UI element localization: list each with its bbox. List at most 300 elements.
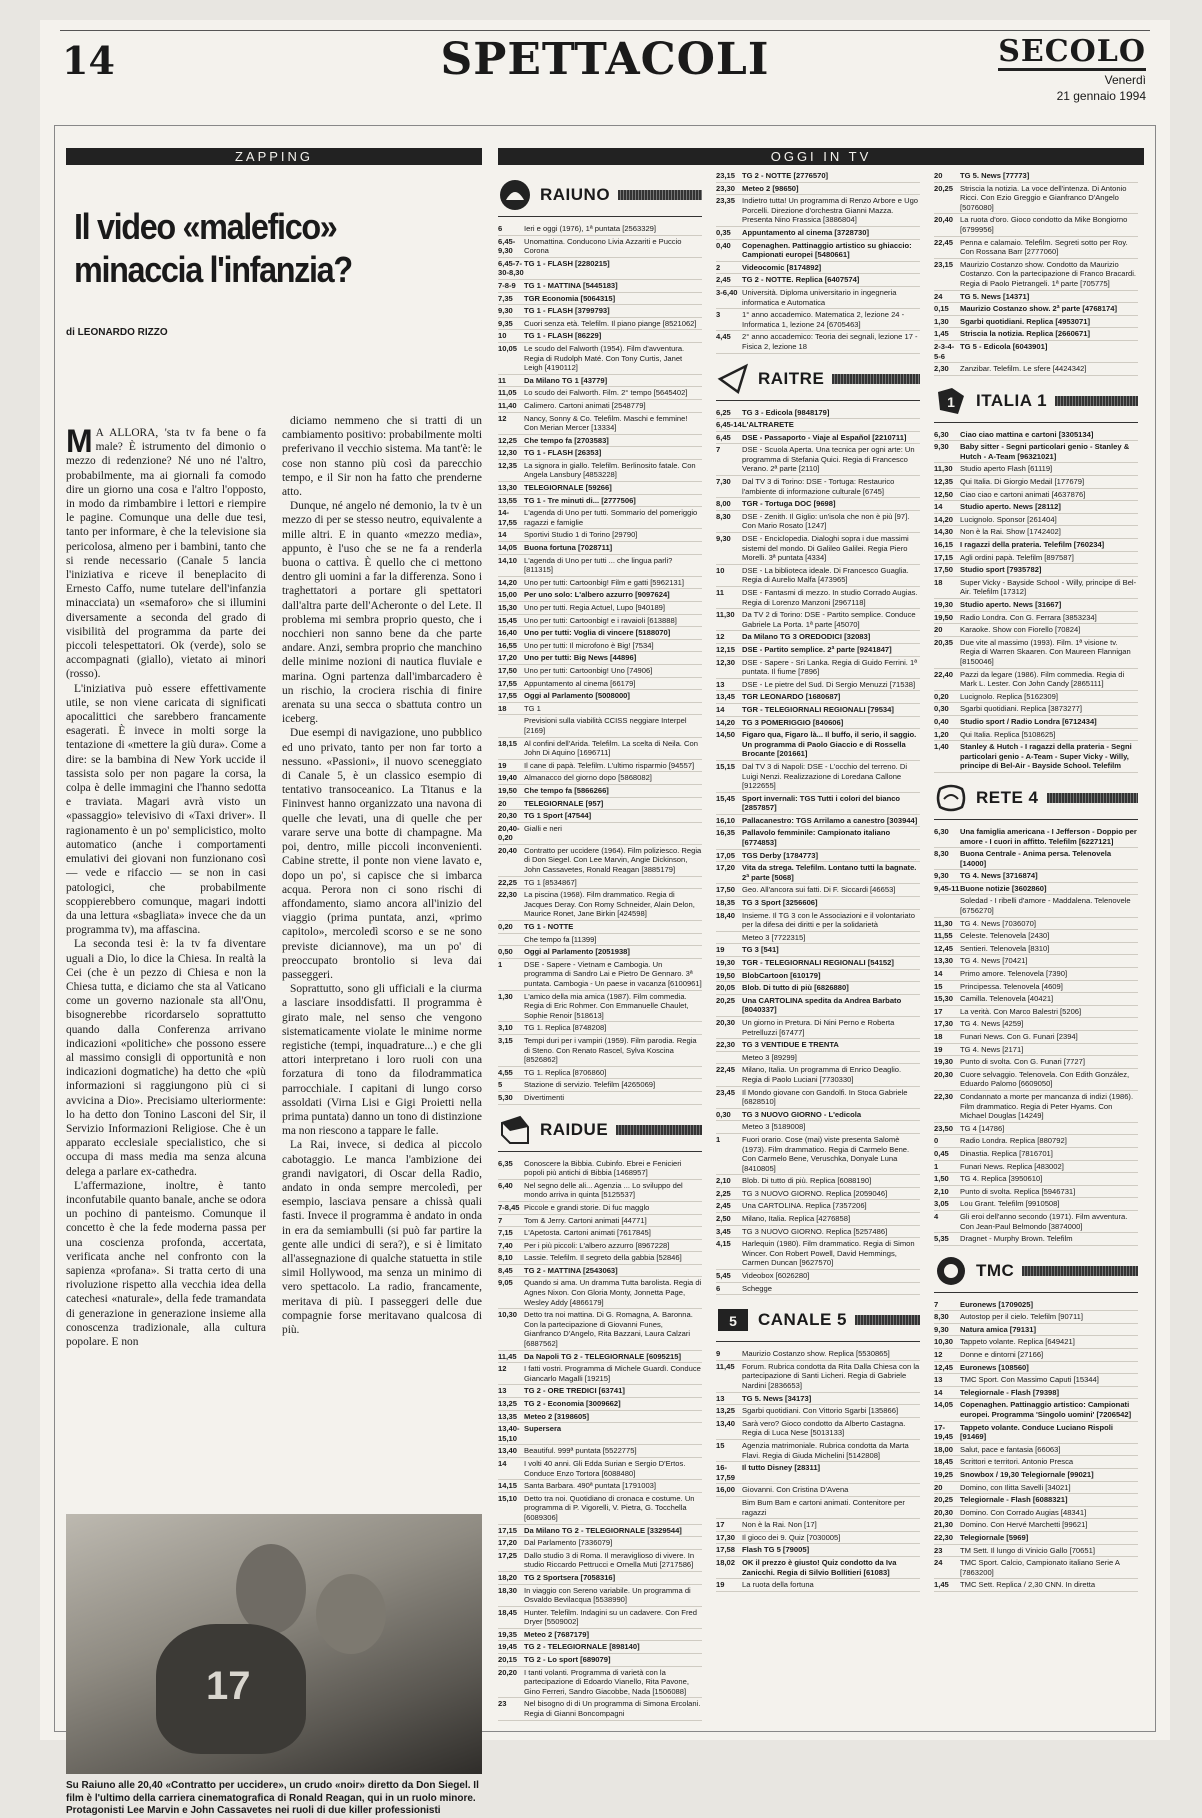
listing-program: TG 1 - FLASH [86229] [524,331,602,341]
listing-program: Uno per tutti: Cartoonbig! Uno [74906] [524,665,653,675]
listing-program: Dal TV 3 di Napoli: DSE - L'occhio del terreno. Di Luigi Nenzi. Realizzazione di Loredana Callone [9122655] [742,761,908,791]
listing-time: 20,35 [934,637,954,647]
listing-program: Da Milano TG 1 [43779] [524,375,608,385]
listing-time: 8,30 [716,511,731,521]
listing-program: Tom & Jerry. Cartoni animati [44771] [524,1215,647,1225]
listing-program: L'amico della mia amica (1987). Film commedia. Regia di Eric Rohmer. Con Emmanuelle Chaulet, Sophie Renoir [518613] [524,991,689,1020]
listing-row [716,862,920,884]
listing-time: 22,30 [498,890,518,900]
listing-row [716,944,920,957]
listing-row [498,652,702,665]
listing-time: 9,30 [498,306,513,316]
listing-program: TG 1 - Tre minuti di... [2777506] [524,495,636,505]
listing-time: 17,50 [716,885,736,895]
listing-program: DSE - Le pietre del Sud. Di Sergio Menuzzi [71538] [742,679,916,689]
listing-time: 19 [716,945,725,955]
listing-row [716,1109,920,1122]
listing-program: La ruota della fortuna [742,1580,814,1590]
listing-time: 18,30 [498,1585,518,1595]
listing-program: Scrittori e territori. Antonio Presca [960,1457,1074,1467]
listing-row [716,227,920,240]
listing-program: Sportivi Studio 1 di Torino [29790] [524,530,638,540]
listing-program: Zanzibar. Telefilm. Le sfere [4424342] [960,364,1087,374]
listing-row [716,815,920,828]
listing-time: 0,30 [934,704,949,714]
listing-program: I ragazzi della prateria. Telefilm [760234] [960,540,1105,550]
listing-time: 20,40 [498,845,518,855]
listing-time: 17,05 [716,850,736,860]
listing-time: 14,05 [934,1400,954,1410]
listing-time: 10,30 [498,1310,518,1320]
listing-program: Santa Barbara. 490ª puntata [1791003] [524,1481,657,1491]
listing-program: Geo. All'ancora sui fatti. Di F. Siccardi [46653] [742,885,896,895]
listing-time: 0,40 [934,716,949,726]
listing-time: 13,55 [498,495,518,505]
listing-program: Non è la Rai. Show [1742402] [960,527,1061,537]
channel-stripe [616,1125,702,1135]
listing-time: 5,30 [498,1092,513,1102]
svg-text:5: 5 [729,1313,737,1330]
listing-row [934,1044,1138,1057]
listing-time [498,935,524,945]
listing-time: 19 [498,760,507,770]
listing-row [498,1277,702,1309]
listing-row [716,1393,920,1406]
listing-time: 15 [716,1440,725,1450]
listing-program: Studio aperto. News [31667] [960,600,1062,609]
listing-time: 2,25 [716,1188,731,1198]
headline-line-2: minaccia l'infanzia? [74,249,352,291]
listing-program: Condannato a morte per mancanza di indizi (1986). Film drammatico. Regia di Peter Hyams. Con Michael Douglas [14249] [960,1091,1134,1121]
listing-row [716,761,920,793]
listing-row [934,1069,1138,1091]
listing-program: Lucignolo. Replica [5162309] [960,691,1058,701]
listing-program: DSE - Sapere - Sri Lanka. Regia di Guido Ferrini. 1ª puntata. Il fiume [7896] [742,657,918,677]
listing-time: 14,20 [934,514,954,524]
listing-row [498,678,702,691]
listing-time: 9,05 [498,1278,513,1288]
article-paragraph: L'affermazione, inoltre, è tanto inconfutabile quanto banale, anche se odora un pochino di panteismo. Comunque il concetto è che la fede moderna passa per una coscienza profonda, accertata, verificata anche nel confronto con la sapienza «profana». Si tratta certo di una rivoluzione rispetto alla vecchia idea della catechesi «naturale», della fede tramandata di generazione in generazione insieme alla conoscenza tradizionale, alla cultura popolare. E non [66,1179,266,1348]
listing-program: Tappeto volante. Conduce Luciano Rispoli [91469] [960,1422,1114,1442]
listing-row [934,316,1138,329]
listing-program: OK il prezzo è giusto! Quiz condotto da Iva Zanicchi. Regia di Silvio Bollitieri [61083] [742,1557,897,1577]
listing-row [498,760,702,773]
listing-row [934,1173,1138,1186]
listing-row [498,627,702,640]
listing-row [716,240,920,262]
listing-time [716,933,742,943]
listing-time: 13,40 [498,1446,518,1456]
channel-name: RAITRE [758,368,825,388]
listing-row [498,236,702,258]
article-photo [66,1514,482,1774]
listing-program: Donne e dintorni [27166] [960,1350,1044,1360]
listing-program: Oggi al Parlamento [2051938] [524,947,630,957]
listing-row [934,1456,1138,1469]
listing-time: 8,30 [934,849,949,859]
listing-row [716,309,920,331]
listing-row [716,1440,920,1462]
listing-time: 20 [498,798,507,808]
headline-line-1: Il video «malefico» [74,206,337,247]
listing-row [498,1240,702,1253]
listing-time: 13,40-15,10 [498,1424,520,1443]
listing-row [498,1309,702,1350]
listing-program: Punto di svolta. Replica [5946731] [960,1186,1076,1196]
listing-row [716,850,920,863]
listing-time: 6,30 [934,429,949,439]
listing-row [716,1238,920,1270]
listing-time: 3 [716,310,721,320]
listing-row [716,533,920,565]
listing-row [716,995,920,1017]
channel-stripe [855,1315,920,1325]
listing-program: Tappeto volante. Replica [649421] [960,1337,1075,1347]
listing-time: 23 [934,1545,943,1555]
article-paragraph: L'iniziativa può essere effettivamente utile, se non viene caricata di significati apocalittici che sarebbero francamente esagerati. È invece in molti sorge la tentazione di «mettere la giù dura». Come a dire: se la bambina di New York uccide il tassista solo per non pagare la corsa, la colpa è delle immagini che l'hanno sedotta e traviata. Magari avrà visto un «passaggio» televisivo di «Taxi driver». Il ragionamento è un po' semplicistico, molto automatico (anche i comportamenti emulativi dei giovani non funzionano così — vede e rifaccio — se non in casi patologici, che probabilmente scoppierebbero comunque, magari indotti da una lettura «sbagliata» invece che da un programma tv), ma affascina. [66,682,266,937]
listing-row [934,429,1138,442]
listing-program: Agenzia matrimoniale. Rubrica condotta da Marta Flavi. Regia di Giuda Michelini [5142808] [742,1440,909,1460]
listing-time: 22,45 [934,237,954,247]
listing-time: 0,15 [934,304,949,314]
listing-row [498,1629,702,1642]
listing-program: Nel segno delle ali... Agenzia ... Lo sviluppo del mondo arriva in quinta [5125537] [524,1180,683,1200]
listing-row [934,303,1138,316]
article-paragraph: La seconda tesi è: la tv fa diventare uguali a Dio, lo dice la Chiesa. In realtà la Cei (che è un pezzo di Chiesa e non la Chiesa tutta, e diciamo che sta al Vaticano come un governo nazionale sta all'Onu, bisognerebbe ricordarselo soprattutto quando dalla Conferenza arrivano indicazioni «politiche» che possono essere al massimo consigli di opportunità e non indicazioni dogmatiche) ha detto che «più informazioni si raggiungono più ci si avvicina a Dio». Precisiamo ulteriormente: lo ha detto don Tonino Lasconi del Sir, il Servizio Informazioni Religiose. Che è un apparato ecclesiale specialistico, che si occupa di mass media ma senza alcuna delega a parlare ex-cathedra. [66,938,266,1178]
listing-program: DSE - Sapere - Vietnam e Cambogia. Un programma di Sandro Lai e Pietro De Gennaro. 3ª puntata. Cambogia - Un paese in vacanza [6100961] [524,959,702,988]
listing-row [498,1607,702,1629]
listing-time: 16,10 [716,815,736,825]
listing-program: Bim Bum Bam e cartoni animati. Contenitore per ragazzi [742,1497,905,1517]
listing-time: 17,20 [716,863,736,873]
listing-row [934,729,1138,742]
listing-time: 14 [934,1387,943,1397]
listing-program: Che tempo fa [5866266] [524,785,609,795]
channel-stripe [1047,793,1138,803]
listing-time: 15,45 [498,615,518,625]
listing-time: 8,45 [498,1265,513,1275]
listing-time: 17,30 [716,1532,736,1542]
listing-program: Almanacco del giorno dopo [5868082] [524,773,652,783]
listing-time: 1,30 [934,316,949,326]
channel-header [934,781,1138,820]
listing-program: Studio aperto. News [28112] [960,502,1061,512]
listing-program: Nel bisogno di di Un programma di Simona Ercolani. Regia di Gianni Boncompagni [524,1699,701,1719]
channel-header [934,1254,1138,1293]
listing-row [498,280,702,293]
listing-row [716,932,920,945]
masthead-logo: SECOLO [998,34,1146,69]
listing-time: 10 [716,565,725,575]
listing-row [498,1158,702,1180]
listing-time: 19,30 [716,958,736,967]
listing-row [716,1270,920,1283]
listing-program: Hunter. Telefilm. Indagini su un cadavere. Con Fred Dryer [5509002] [524,1607,697,1627]
listing-row [934,170,1138,183]
listing-row [934,328,1138,341]
tv-column-2 [716,170,920,1592]
listing-program: Meteo 3 [89299] [742,1052,797,1062]
listing-program: Lo scudo dei Falworth. Film. 2° tempo [5645402] [524,388,688,398]
listing-time: 1,20 [934,729,949,739]
listing-time: 7,15 [498,1228,513,1238]
listing-program: Appuntamento al cinema [3728730] [742,227,870,237]
listing-program: TG 5. News [14371] [960,291,1030,301]
listing-time: 6,45-9,30 [498,236,516,256]
listing-program: Snowbox / 19,30 Telegiornale [99021] [960,1470,1094,1479]
article-column-right [282,414,482,1337]
listing-row [934,237,1138,259]
channel-name: CANALE 5 [758,1310,848,1330]
listing-time: 20,40 [934,215,954,225]
listing-time: 19,30 [934,1057,954,1067]
listing-program: Uno per tutti: Cartoonbig! Film e gatti [5962131] [524,577,684,587]
listing-row [934,870,1138,883]
channel-name: ITALIA 1 [976,390,1048,410]
listing-time: 6,30 [934,826,949,836]
listing-row [498,1215,702,1228]
listing-program: Studio sport / Radio Londra [6712434] [960,716,1097,726]
listing-row [716,170,920,183]
listing-program: Qui Italia. Replica [5108625] [960,729,1056,739]
listing-program: Ciao ciao e cartoni animati [4637876] [960,489,1086,499]
listing-program: DSE - Enciclopedia. Dialoghi sopra i due massimi sistemi del mondo. Di Galileo Galilei. Regia Piero Morelli. 3ª puntata [4334] [742,534,909,563]
listing-row [498,934,702,947]
tv-column-1 [498,170,702,1721]
listing-program: Radio Londra. Replica [880792] [960,1136,1067,1146]
listing-row [934,1545,1138,1558]
channel-stripe [832,374,920,384]
listing-row [934,612,1138,625]
tv-bar: OGGI IN TV [498,148,1144,165]
listing-row [716,1544,920,1557]
listing-program: TG 1 - MATTINA [5445183] [524,280,618,290]
listing-program: Cuori senza età. Telefilm. Il piano piange [8521062] [524,318,697,328]
listing-time [498,716,524,735]
listing-time: 18,20 [498,1572,518,1582]
listing-program: Autostop per il cielo. Telefilm [90711] [960,1312,1083,1322]
listing-program: Baby sitter - Segni particolari genio - Stanley & Hutch - A-Team [96321021] [960,442,1130,461]
listing-row [498,1227,702,1240]
listing-time: 18,45 [934,1457,954,1467]
listing-time: 23,15 [934,259,954,269]
listing-row [716,1052,920,1065]
listing-row [934,1387,1138,1400]
listing-time: 11,45 [716,1361,735,1371]
listing-time: 9,45-11 [934,883,960,893]
listing-row [716,1579,920,1592]
listing-time: 18,35 [716,898,736,908]
channel-name: RETE 4 [976,787,1039,807]
listing-row [934,1374,1138,1387]
listing-row [934,1211,1138,1233]
listing-time: 6,40 [498,1180,513,1190]
listing-row [934,930,1138,943]
listing-program: Unomattina. Conducono Livia Azzariti e Puccio Corona [524,236,682,256]
masthead-date: 21 gennaio 1994 [1056,88,1146,103]
channel-stripe [1055,396,1138,406]
listing-program: TG 5. News [34173] [742,1393,812,1403]
listing-row [716,1405,920,1418]
listing-row [934,539,1138,552]
listing-row [716,587,920,609]
listing-program: Penna e calamaio. Telefilm. Segreti sotto per Roy. Con Rossana Barr [2777060] [960,237,1128,257]
listing-program: TG 1 - FLASH [26353] [524,448,602,458]
listing-program: Dragnet - Murphy Brown. Telefilm [960,1234,1073,1244]
listing-program: Punto di svolta. Con G. Funari [7727] [960,1057,1085,1067]
listing-program: Previsioni sulla viabilità CCISS neggiare Interpel [2169] [524,716,687,735]
listing-time: 23,45 [716,1087,736,1097]
listing-time: 1,40 [934,742,949,752]
listing-program: TG 1. Replica [8748208] [524,1023,607,1033]
listing-program: Blob. Di tutto di più [6826880] [742,983,849,993]
channel-header [498,178,702,217]
listing-time: 14 [498,1458,507,1468]
listing-program: Schegge [742,1283,772,1293]
listing-row [716,1188,920,1201]
listing-program: Quando si ama. Un dramma Tutta barolista. Regia di Agnes Nixon. Con Gloria Monty, Jonnetta Page, Wesley Addy [4866179] [524,1278,702,1307]
listing-row [934,1161,1138,1174]
listing-program: Euronews [108560] [960,1362,1029,1372]
article-headline [74,205,488,291]
listing-row [498,772,702,785]
listing-row [716,183,920,196]
listing-row [716,827,920,849]
channel-header [498,1113,702,1152]
listing-program: La verità. Con Marco Balestri [5206] [960,1006,1082,1016]
photo-caption: Su Raiuno alle 20,40 «Contratto per uccidere», un crudo «noir» diretto da Don Siegel. Il film è l'ultimo della carriera cinematografica di Ronald Reagan, qui in un ruolo minore. Protagonisti Lee Marvin e John Cassavetes nei ruoli di due killer professionisti [66,1780,479,1816]
listing-time: 8,30 [934,1312,949,1322]
listing-time: 13,40 [716,1418,736,1428]
listing-row [934,501,1138,514]
listing-time: 13,30 [934,956,954,966]
listing-row [498,1252,702,1265]
listing-program: In viaggio con Sereno variabile. Un programma di Osvaldo Bevilacqua [5538990] [524,1585,691,1605]
channel-header [716,362,920,401]
listing-time: 20,30 [934,1069,954,1079]
listing-program: Funari News. Replica [483002] [960,1161,1064,1171]
masthead-day: Venerdì [1104,72,1146,87]
listing-row [934,1299,1138,1312]
listing-program: TMC Sport. Con Massimo Caputi [15344] [960,1375,1099,1385]
listing-row [934,564,1138,577]
tv-column-3 [934,170,1138,1592]
listing-row [498,845,702,877]
listing-row [498,738,702,760]
listing-row [934,741,1138,773]
listing-row [716,897,920,910]
listing-row [498,1067,702,1080]
listing-row [716,884,920,897]
listing-row [498,1525,702,1538]
listing-row [716,287,920,309]
listing-time: 4,15 [716,1239,731,1249]
listing-row [498,1667,702,1699]
listing-time: 0,50 [498,947,513,957]
listing-program: Insieme. Il TG 3 con le Associazioni e il volontariato per la difesa dei diritti e per la solidarietà [742,910,915,930]
channel-logo-icon [716,1303,750,1337]
photo-figure-1 [236,1544,306,1634]
listing-row [498,1202,702,1215]
listing-program: Pallavolo femminile: Campionato italiano [6774853] [742,828,891,848]
listing-row [498,542,702,555]
listing-row [934,214,1138,236]
listing-program: Da Milano TG 2 - TELEGIORNALE [3329544] [524,1525,682,1535]
listing-time: 14,10 [498,555,518,565]
listing-program: TG 1 - NOTTE [524,922,574,932]
listing-row [498,482,702,495]
listing-program: Agli ordini papà. Telefilm [897587] [960,552,1074,562]
listing-program: TG 3 POMERIGGIO [840606] [742,717,844,727]
listing-program: TG 4. News [3716874] [960,871,1038,881]
listing-time: 20,05 [716,983,736,993]
listing-time: 19,50 [934,612,954,622]
listing-row [716,498,920,511]
listing-time: 5 [498,1080,503,1090]
listing-program: Euronews [1709025] [960,1299,1034,1309]
listing-program: Contratto per uccidere (1964). Film poliziesco. Regia di Don Siegel. Con Lee Marvin, Angie Dickinson, John Cassavetes, Ronald Reagan [3885179] [524,845,702,875]
listing-program: Università. Diploma universitario in ingegneria informatica e Automatica [742,287,897,307]
listing-row [716,1087,920,1109]
listing-row [934,1324,1138,1337]
listing-program: Pallacanestro: TGS Arrilamo a canestro [303944] [742,815,918,825]
listing-program: TG 3 Sport [3256606] [742,898,818,908]
listing-time: 18,45 [498,1607,518,1617]
listing-program: Studio aperto Flash [61119] [960,464,1053,474]
listing-time: 19,45 [498,1642,518,1652]
listing-program: Cuore selvaggio. Telenovela. Con Edith González, Eduardo Palomo [6609050] [960,1069,1130,1089]
listing-time: 2,45 [716,275,731,285]
listing-row [934,441,1138,463]
listing-program: Sgarbi quotidiani. Replica [3873277] [960,704,1083,714]
listing-row [716,957,920,970]
listing-program: Il gioco dei 9. Quiz [7030005] [742,1532,841,1542]
channel-logo-icon [498,1113,532,1147]
listing-row [716,1121,920,1134]
listing-row [934,1311,1138,1324]
listing-program: TG 4. Replica [3950610] [960,1174,1043,1184]
listing-row [498,1180,702,1202]
listing-row [716,631,920,644]
listing-program: I tanti volanti. Programma di varietà con la partecipazione di Edoardo Vianello, Rita Pavone, Gino Ferreri, Sandro Giacobbe, Nada [1506088] [524,1667,689,1696]
listing-row [934,848,1138,870]
listing-row [716,609,920,631]
listing-time: 17,55 [498,678,518,688]
listing-time: 14,50 [716,730,736,740]
listing-row [716,729,920,761]
listing-program: TGR - Tortuga DOC [9698] [742,499,836,509]
listing-row [498,823,702,845]
listing-program: Radio Londra. Con G. Ferrara [3853234] [960,612,1097,622]
listing-row [934,1056,1138,1069]
listing-row [934,1469,1138,1482]
listing-program: Blob. Di tutto di più. Replica [6088190] [742,1176,872,1186]
listing-time: 2-3-4-5-6 [934,341,955,361]
listing-time: 0,40 [716,240,731,250]
listing-time: 20 [934,625,943,635]
listing-row [498,1458,702,1480]
listing-row [498,1572,702,1585]
listing-row [934,981,1138,994]
listing-time: 17-19,45 [934,1422,954,1442]
listing-time: 13,35 [498,1411,518,1421]
listing-time: 16,15 [934,540,954,550]
listing-program: Pazzi da legare (1986). Film commedia. Regia di Mark L. Lester. Con John Candy [2865111] [960,669,1125,689]
channel-header [716,1303,920,1342]
listing-time: 8,10 [498,1253,513,1263]
listing-program: Supersera [524,1424,562,1434]
listing-program: 1° anno accademico. Matematica 2, lezione 24 - Informatica 1, lezione 24 [6705463] [742,310,905,329]
